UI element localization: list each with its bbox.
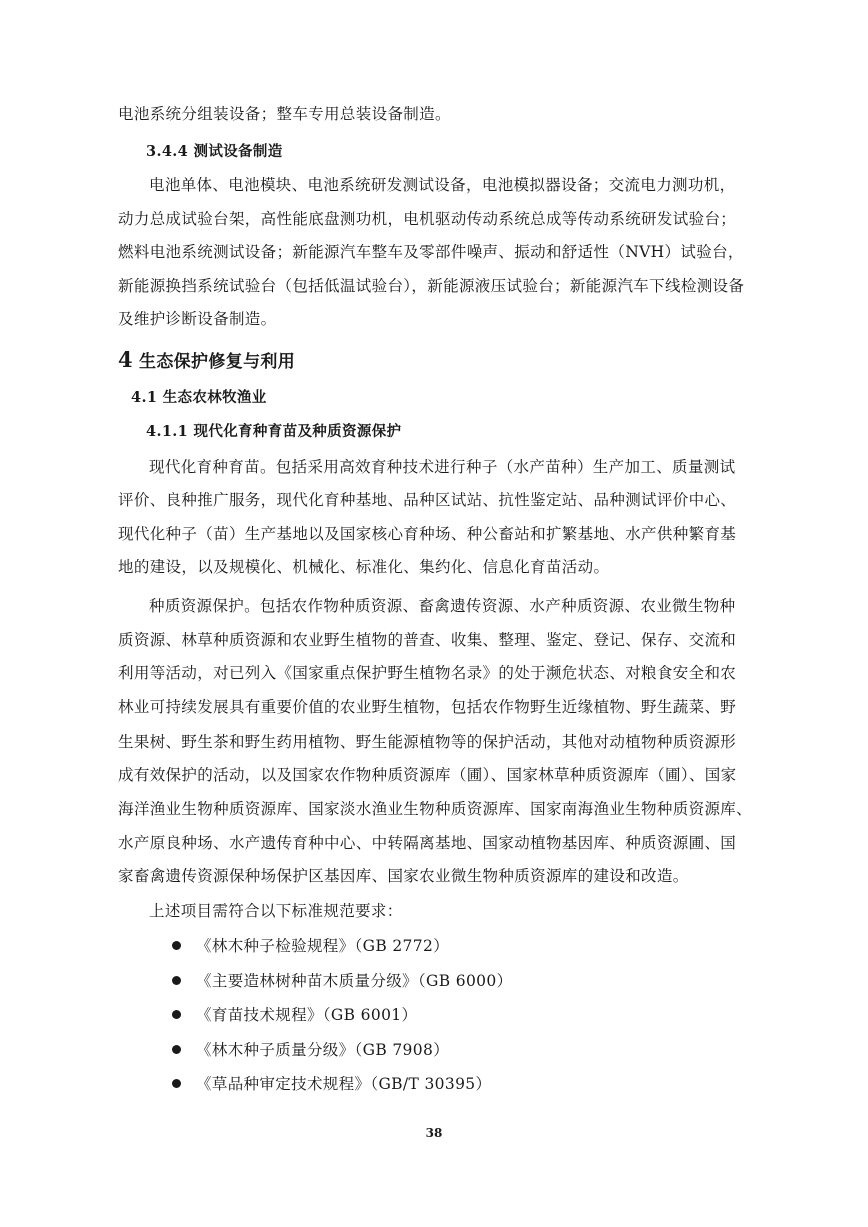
bullet-icon (172, 1045, 181, 1054)
paragraph-line: 评价、良种推广服务，现代化育种基地、品种区试站、抗性鉴定站、品种测试评价中心、 (118, 491, 737, 509)
paragraph-line: 质资源、林草种质资源和农业野生植物的普查、收集、整理、鉴定、登记、保存、交流和 (118, 631, 737, 649)
standard-item: 《主要造林树种苗木质量分级》（GB 6000） (196, 972, 513, 990)
paragraph-line: 水产原良种场、水产遗传育种中心、中转隔离基地、国家动植物基因库、种质资源圃、国 (118, 834, 737, 852)
bullet-icon (172, 976, 181, 985)
paragraph-line: 动力总成试验台架，高性能底盘测功机，电机驱动传动系统总成等传动系统研发试验台； (118, 210, 737, 228)
paragraph-line: 海洋渔业生物种质资源库、国家淡水渔业生物种质资源库、国家南海渔业生物种质资源库、 (118, 800, 753, 818)
paragraph-line: 燃料电池系统测试设备；新能源汽车整车及零部件噪声、振动和舒适性（NVH）试验台， (118, 243, 744, 261)
page-number: 38 (425, 1126, 443, 1140)
paragraph-line: 林业可持续发展具有重要价值的农业野生植物，包括农作物野生近缘植物、野生蔬菜、野 (118, 698, 737, 716)
paragraph-line: 电池单体、电池模块、电池系统研发测试设备，电池模拟器设备；交流电力测功机， (149, 176, 736, 194)
paragraph-line: 现代化种子（苗）生产基地以及国家核心育种场、种公畜站和扩繁基地、水产供种繁育基 (118, 525, 737, 543)
section-title: 生态保护修复与利用 (138, 352, 296, 372)
bullet-icon (172, 1079, 181, 1088)
bullet-icon (172, 941, 181, 950)
standard-item: 《育苗技术规程》（GB 6001） (196, 1006, 418, 1024)
standard-item: 《林木种子质量分级》（GB 7908） (196, 1041, 450, 1059)
subsection-heading-3-4-4: 3.4.4 测试设备制造 (146, 143, 283, 160)
bullet-icon (172, 1010, 181, 1019)
paragraph-line: 电池系统分组装设备；整车专用总装设备制造。 (118, 105, 451, 123)
paragraph-line: 及维护诊断设备制造。 (118, 310, 277, 328)
paragraph-line: 现代化育种育苗。包括采用高效育种技术进行种子（水产苗种）生产加工、质量测试 (149, 458, 736, 476)
standard-item: 《林木种子检验规程》（GB 2772） (196, 937, 450, 955)
standard-item: 《草品种审定技术规程》（GB/T 30395） (196, 1075, 492, 1093)
subsection-heading-4-1-1: 4.1.1 现代化育种育苗及种质资源保护 (146, 423, 402, 440)
paragraph-line: 成有效保护的活动，以及国家农作物种质资源库（圃）、国家林草种质资源库（圃）、国家 (118, 766, 737, 784)
section-heading-4 (118, 347, 730, 372)
standards-intro: 上述项目需符合以下标准规范要求： (149, 902, 403, 920)
paragraph-line: 生果树、野生茶和野生药用植物、野生能源植物等的保护活动，其他对动植物种质资源形 (118, 733, 737, 751)
paragraph-line: 地的建设，以及规模化、机械化、标准化、集约化、信息化育苗活动。 (118, 558, 610, 576)
paragraph-line: 利用等活动，对已列入《国家重点保护野生植物名录》的处于濒危状态、对粮食安全和农 (118, 664, 737, 682)
paragraph-line: 种质资源保护。包括农作物种质资源、畜禽遗传资源、水产种质资源、农业微生物种 (149, 597, 736, 615)
section-number: 4 (118, 347, 133, 372)
paragraph-line: 家畜禽遗传资源保种场保护区基因库、国家农业微生物种质资源库的建设和改造。 (118, 867, 689, 885)
paragraph-line: 新能源换挡系统试验台（包括低温试验台），新能源液压试验台；新能源汽车下线检测设备 (118, 277, 745, 295)
subsection-heading-4-1: 4.1 生态农林牧渔业 (131, 389, 267, 406)
